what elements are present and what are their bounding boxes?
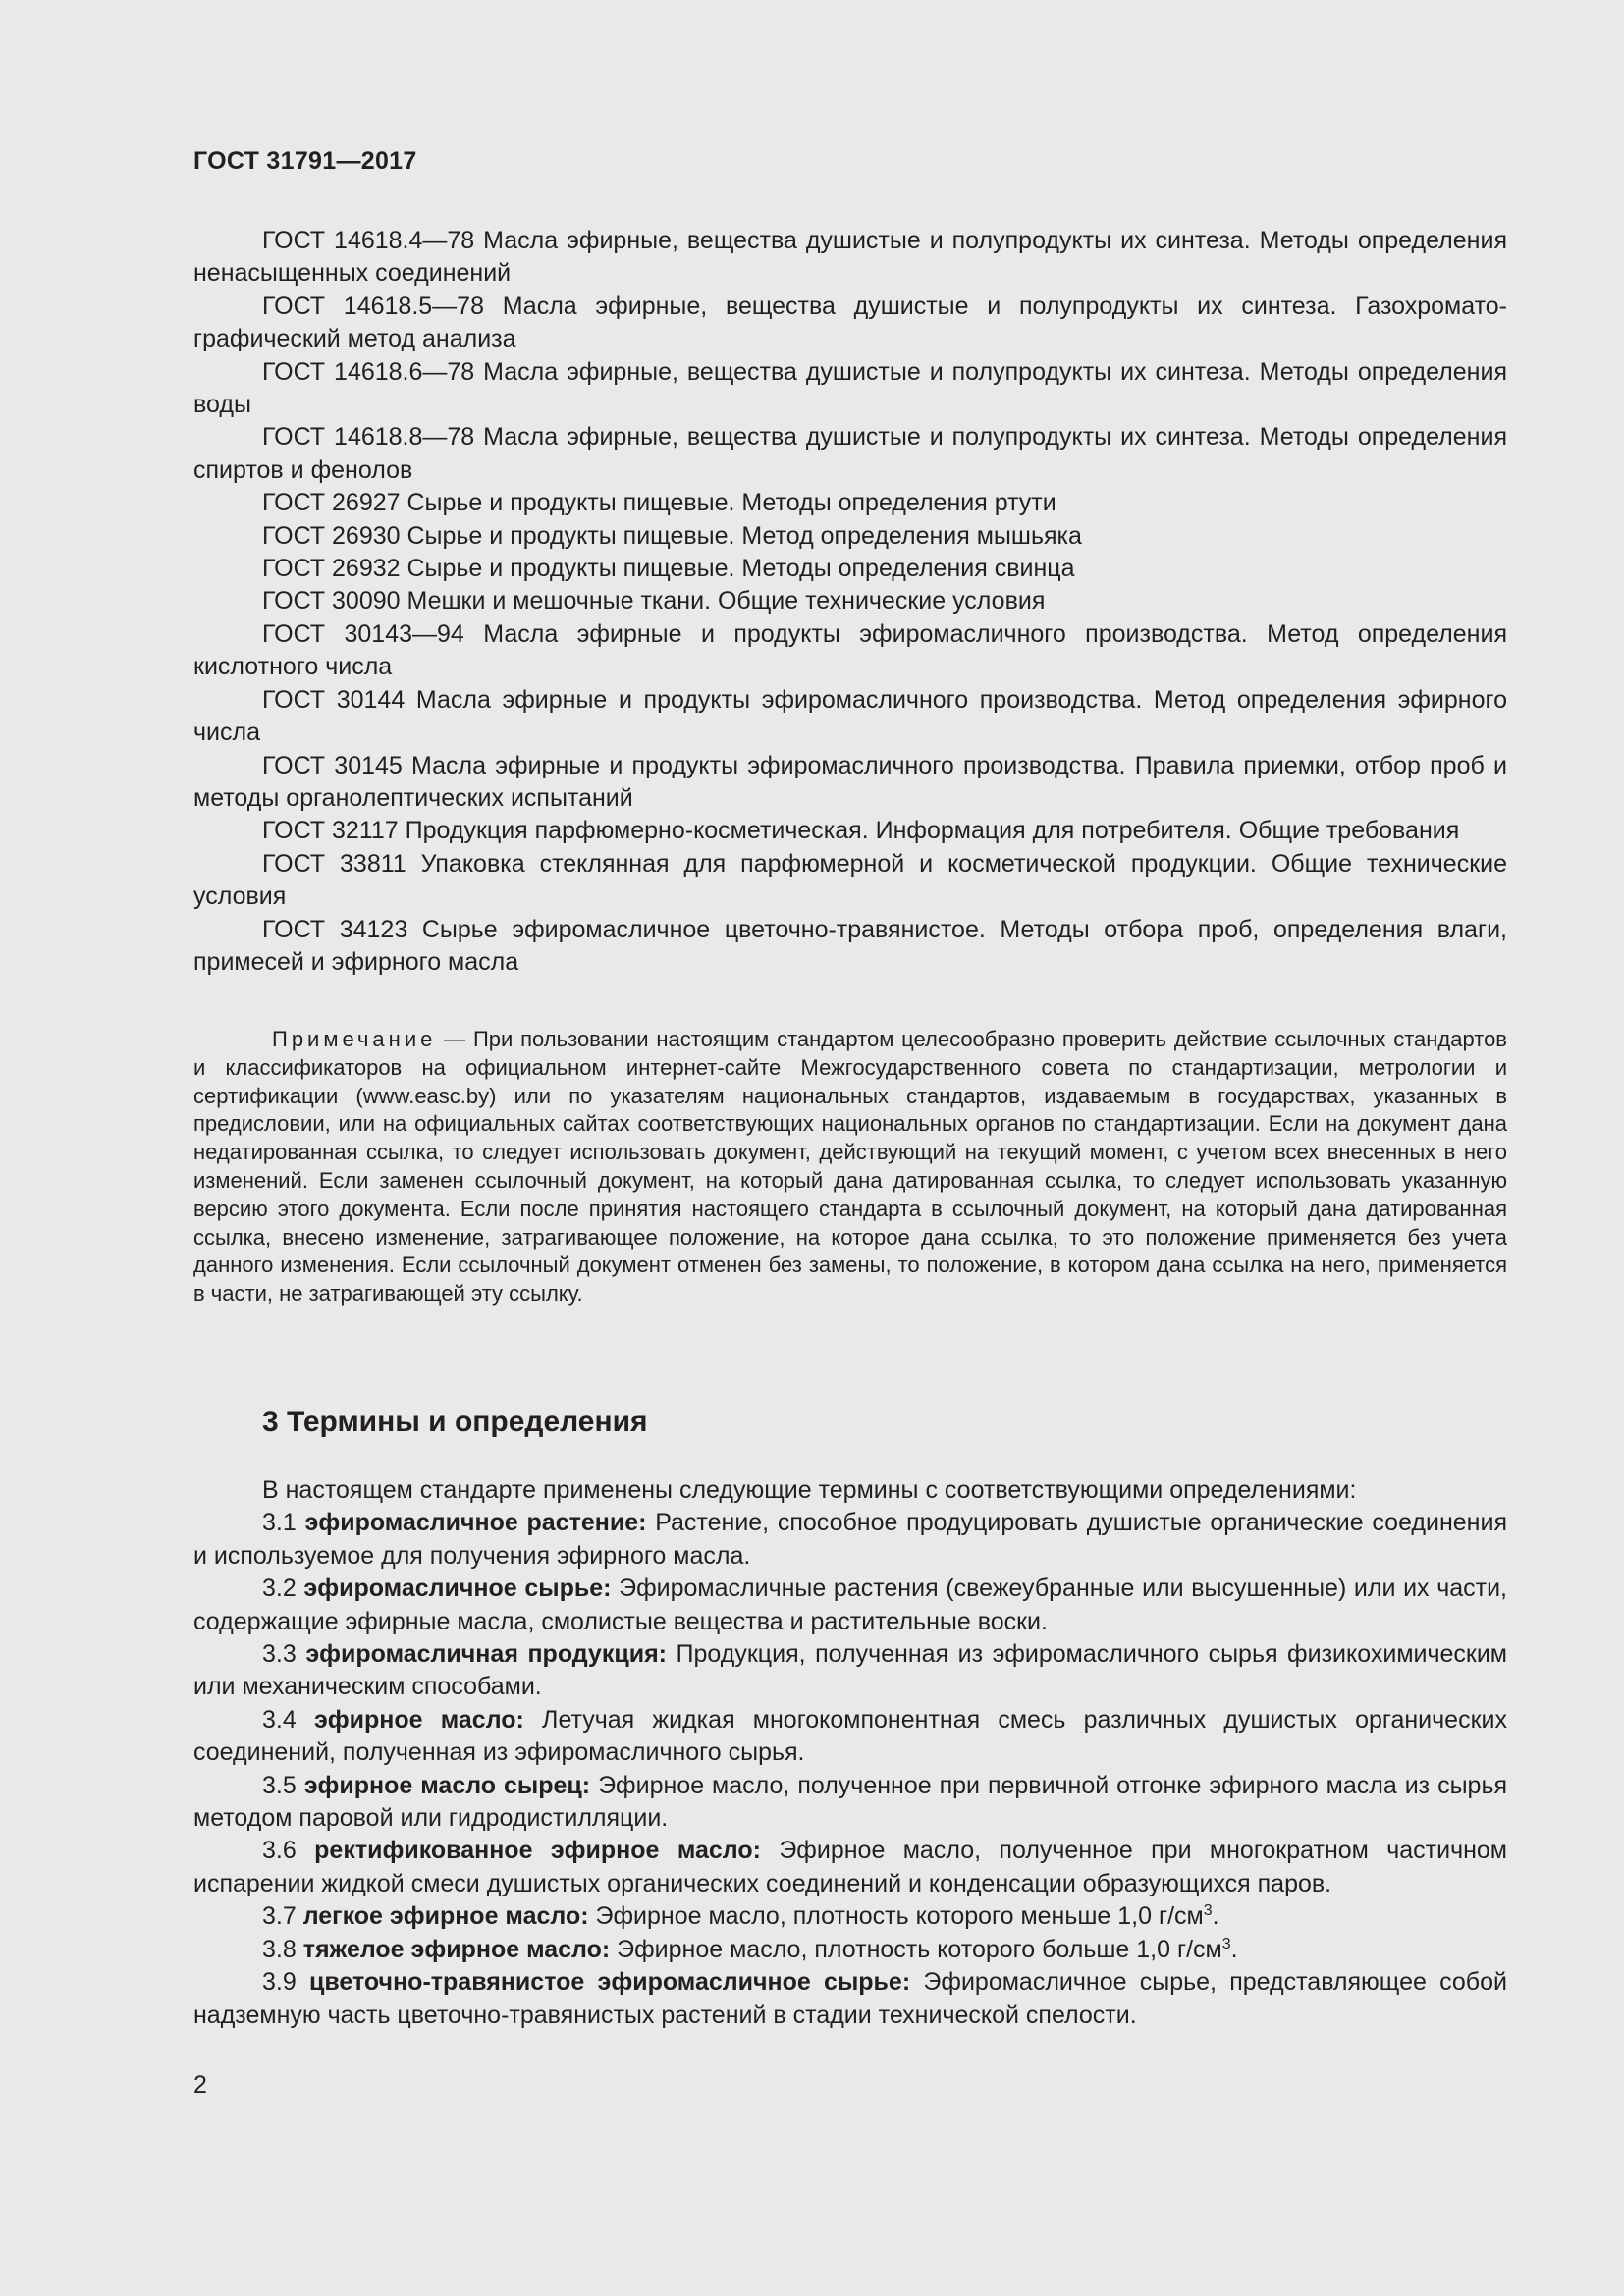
term-item xyxy=(193,1638,1507,1704)
term-number: 3.2 xyxy=(262,1575,297,1603)
normative-references-list xyxy=(193,225,1507,979)
term-name: эфирное масло: xyxy=(313,1705,524,1734)
note-block xyxy=(193,1026,1507,1308)
reference-item: ГОСТ 14618.5—78 Масла эфирные, вещества душистые и полупродукты их синтеза. Газохроматографический метод анализа xyxy=(193,292,1507,353)
term-definition-tail: . xyxy=(1212,1902,1219,1931)
term-definition: Эфирное масло, плотность которого меньше 1,0 г/см xyxy=(588,1902,1204,1931)
term-item xyxy=(193,1966,1507,2032)
term-number: 3.7 xyxy=(262,1902,297,1931)
reference-item: ГОСТ 30143—94 Масла эфирные и продукты эфиромасличного производства. Метод определения кислотного числа xyxy=(193,619,1507,681)
term-definition: Эфиромасличное сырье, представляющее собой надземную часть цветочно-травянистых растений в стадии технической спелости. xyxy=(193,1968,1507,2029)
reference-item: ГОСТ 14618.6—78 Масла эфирные, вещества душистые и полупродукты их синтеза. Методы определения воды xyxy=(193,357,1507,419)
term-item xyxy=(193,1770,1507,1836)
terms-list xyxy=(193,1474,1507,2032)
term-name: эфиромасличное растение: xyxy=(304,1509,647,1537)
term-item xyxy=(193,1934,1507,1966)
term-name: цветочно-травянистое эфиромасличное сырье: xyxy=(309,1968,911,1997)
term-item xyxy=(193,1507,1507,1573)
term-name: эфирное масло сырец: xyxy=(303,1771,591,1799)
term-definition: Продукция, полученная из эфиромасличного сырья физикохимическим или механическим способами. xyxy=(193,1640,1507,1701)
term-name: легкое эфирное масло: xyxy=(302,1902,589,1931)
reference-item: ГОСТ 14618.4—78 Масла эфирные, вещества душистые и полупродукты их синтеза. Методы определения ненасыщенных соединений xyxy=(193,227,1507,288)
reference-item: ГОСТ 30144 Масла эфирные и продукты эфиромасличного производства. Метод определения эфирного числа xyxy=(193,685,1507,747)
term-item xyxy=(193,1900,1507,1933)
section-title: 3 Термины и определения xyxy=(262,1406,648,1438)
note-text: — При пользовании настоящим стандартом целесообразно проверить действие ссылочных стандартов и классификаторов на официальном интернет-сайте Межгосударственного совета по стандартизации, метрологии и сертификации (www.easc.by) или по указателям национальных стандартов, издаваемым в государствах, указанных в предисловии, или на официальных сайтах соответствующих национальных органов по стандартизации. Если на документ дана недатированная ссылка, то следует использовать документ, действующий на текущий момент, с учетом всех внесенных в него изменений. Если заменен ссылочный документ, на который дана датированная ссылка, то следует использовать указанную версию этого документа. Если после принятия настоящего стандарта в ссылочный документ, на который дана датированная ссылка, внесено изменение, затрагивающее положение, на которое дана ссылка, то это положение применяется без учета данного изменения. Если ссылочный документ отменен без замены, то положение, в котором дана ссылка на него, применяется в части, не затрагивающей эту ссылку. xyxy=(193,1027,1507,1307)
term-name: эфиромасличное сырье: xyxy=(303,1575,612,1603)
term-number: 3.6 xyxy=(262,1837,297,1865)
reference-item: ГОСТ 26927 Сырье и продукты пищевые. Методы определения ртути xyxy=(262,489,1056,517)
term-item xyxy=(193,1835,1507,1900)
term-number: 3.4 xyxy=(262,1705,297,1734)
reference-item: ГОСТ 26932 Сырье и продукты пищевые. Методы определения свинца xyxy=(262,555,1075,583)
term-number: 3.5 xyxy=(262,1771,297,1799)
page-number: 2 xyxy=(193,2071,207,2099)
reference-item: ГОСТ 33811 Упаковка стеклянная для парфюмерной и косметической продукции. Общие технические условия xyxy=(193,849,1507,911)
superscript-exponent: 3 xyxy=(1203,1902,1213,1920)
note-label: Примечание xyxy=(272,1027,437,1051)
term-definition: Эфирное масло, полученное при многократном частичном испарении жидкой смеси душистых органических соединений и конденсации образующихся паров. xyxy=(193,1837,1507,1897)
term-number: 3.1 xyxy=(262,1509,297,1537)
term-definition: Растение, способное продуцировать душистые органические соединения и используемое для получения эфирного масла. xyxy=(193,1509,1507,1570)
document-header: ГОСТ 31791—2017 xyxy=(193,147,417,175)
reference-item: ГОСТ 30145 Масла эфирные и продукты эфиромасличного производства. Правила приемки, отбор проб и методы органолептических испытаний xyxy=(193,751,1507,812)
term-definition: Эфиромасличные растения (свежеубранные или высушенные) или их части, содержащие эфирные масла, смолистые вещества и растительные воски. xyxy=(193,1575,1507,1635)
reference-item: ГОСТ 34123 Сырье эфиромасличное цветочно-травянистое. Методы отбора проб, определения влаги, примесей и эфирного масла xyxy=(193,915,1507,976)
term-definition-tail: . xyxy=(1230,1935,1238,1963)
term-name: ректификованное эфирное масло: xyxy=(314,1837,761,1865)
note-paragraph xyxy=(193,1026,1507,1308)
superscript-exponent: 3 xyxy=(1221,1935,1231,1952)
term-definition: Эфирное масло, полученное при первичной отгонке эфирного масла из сырья методом паровой или гидродистилляции. xyxy=(193,1771,1508,1833)
term-name: тяжелое эфирное масло: xyxy=(302,1935,611,1963)
term-item xyxy=(193,1573,1507,1638)
term-item xyxy=(193,1704,1507,1770)
terms-intro: В настоящем стандарте применены следующие термины с соответствующими определениями: xyxy=(262,1476,1357,1504)
term-definition: Летучая жидкая многокомпонентная смесь различных душистых органических соединений, полученная из эфиромасличного сырья. xyxy=(193,1705,1507,1767)
term-number: 3.9 xyxy=(262,1968,297,1997)
reference-item: ГОСТ 32117 Продукция парфюмерно-косметическая. Информация для потребителя. Общие требования xyxy=(262,817,1460,845)
term-definition: Эфирное масло, плотность которого больше 1,0 г/см xyxy=(610,1935,1222,1963)
term-number: 3.8 xyxy=(262,1935,297,1963)
reference-item: ГОСТ 30090 Мешки и мешочные ткани. Общие технические условия xyxy=(262,587,1046,615)
term-number: 3.3 xyxy=(262,1640,297,1669)
term-name: эфиромасличная продукция: xyxy=(305,1640,667,1669)
reference-item: ГОСТ 14618.8—78 Масла эфирные, вещества душистые и полупродукты их синтеза. Методы определения спиртов и фенолов xyxy=(193,423,1507,484)
reference-item: ГОСТ 26930 Сырье и продукты пищевые. Метод определения мышьяка xyxy=(262,521,1082,550)
